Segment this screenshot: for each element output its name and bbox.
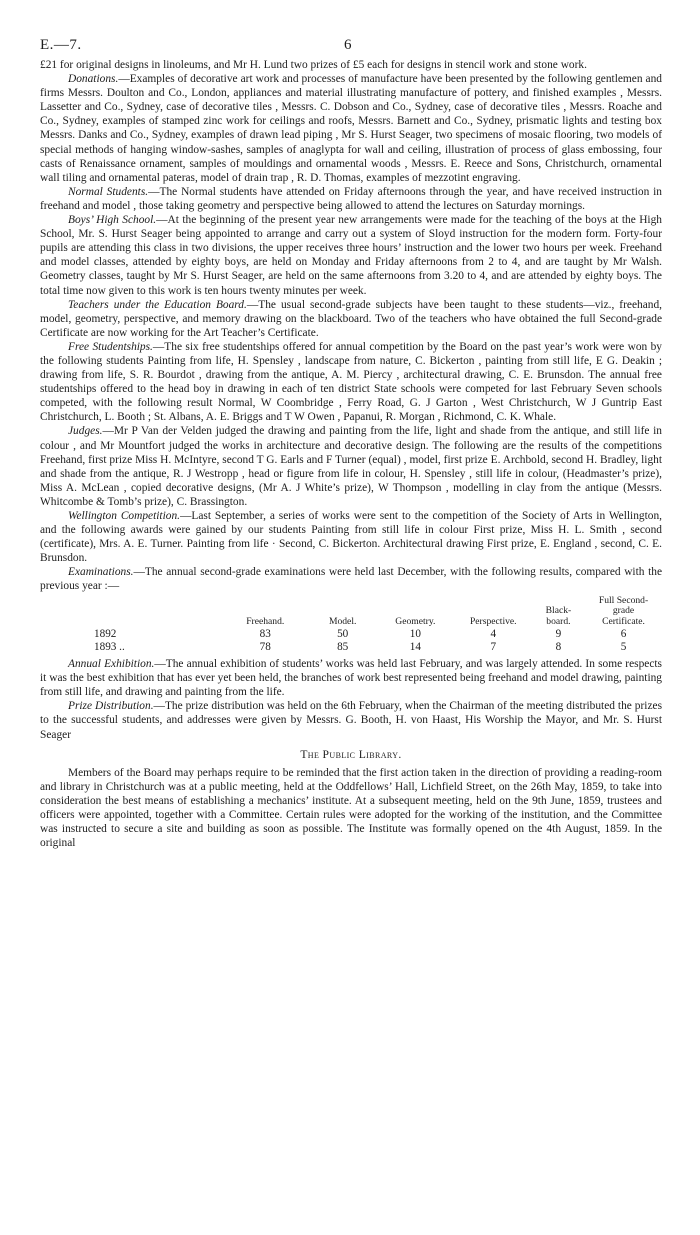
report-reference: E.—7.	[40, 37, 82, 53]
paragraph-boys-high-school	[40, 213, 662, 298]
paragraph-public-library: Members of the Board may perhaps require to be reminded that the first action taken in the direction of providing a reading-room and library in Christchurch was at a public meeting, held at the Oddfellows’ Hall, Lichfield Street, on the 26th May, 1859, to take into consideration the best means of establishing a mechanics’ institute. At a subsequent meeting, held on the 9th June, 1859, trustees and officers were appointed, together with a Committee. Certain rules were adopted for the working of the institution, and the Committee was instructed to secure a site and building as soon as possible. The Institute was formally opened on the 4th August, 1859. In the original	[40, 766, 662, 850]
paragraph-annual-exhibition	[40, 657, 662, 699]
full-certificate-cell: 6	[620, 628, 627, 641]
paragraph-judges	[40, 424, 662, 509]
column-header-full-certificate: Full Second-grade Certificate.	[598, 594, 649, 627]
year-cell: 1892	[94, 628, 117, 641]
paragraph-normal-students	[40, 185, 662, 213]
table-row	[94, 641, 662, 654]
paragraph-free-studentships	[40, 340, 662, 425]
table-header-row	[94, 596, 662, 629]
section-title: Boys’ High School.	[68, 214, 157, 227]
perspective-cell: 4	[490, 628, 497, 641]
section-title: Free Studentships.	[68, 340, 153, 353]
section-text: —The annual exhibition of students’ works was held last February, and was largely attended. In some respects it was the best exhibition that has ever yet been held, the branches of work best represented being freehand and model drawing, painting from still life, and drawing and painting from the life.	[40, 658, 662, 699]
section-text: —The annual second-grade examinations were held last December, with the following results, compared with the previous year :—	[40, 566, 662, 593]
paragraph-donations	[40, 72, 662, 185]
blackboard-cell: 9	[555, 628, 562, 641]
section-text: —The Normal students have attended on Friday afternoons through the year, and have received instruction in freehand and model , those taking geometry and perspective being allowed to attend the lectures on Saturday mornings.	[40, 185, 662, 212]
section-title: Teachers under the Education Board.	[68, 298, 247, 311]
section-title: Donations.	[68, 73, 119, 86]
blackboard-cell: 8	[555, 641, 562, 654]
paragraph-prize-distribution	[40, 699, 662, 741]
column-header-geometry: Geometry.	[395, 615, 436, 627]
column-header-freehand: Freehand.	[246, 615, 285, 627]
model-cell: 85	[337, 641, 349, 654]
section-title: Annual Exhibition.	[68, 658, 155, 671]
geometry-cell: 14	[409, 641, 421, 654]
section-heading-public-library: The Public Library.	[300, 747, 402, 761]
section-text: —The usual second-grade subjects have been taught to these students—viz., freehand, model, geometry, perspective, and memory drawing on the blackboard. Two of the teachers who have obtained the full Second-grade Certificate are now working for the Art Teacher’s Certificate.	[40, 298, 662, 339]
geometry-cell: 10	[409, 628, 421, 641]
perspective-cell: 7	[490, 641, 497, 654]
section-text: —The six free studentships offered for annual competition by the Board on the past year’s work were won by the following students Painting from life, H. Spensley , landscape from nature, C. Bickerton , painting from still life, E G. Deakin ; drawing from life, S. R. Bourdot , drawing from the antique, A. M. Piercy , architectural drawing, C. E. Brunsdon. The annual free studentships offered to the head boy in drawing in each of ten district State schools were competed for last February Seven schools competed, with the following result Normal, W Coombridge , Ferry Road, G. J Garton , West Christchurch, W J Guntrip East Christchurch, L. Booth ; St. Albans, A. E. Briggs and T W Owen , Papanui, R. Morgan , Richmond, C. K. Whale.	[40, 340, 662, 424]
section-title: Examinations.	[68, 566, 134, 579]
section-text: —Examples of decorative art work and processes of manufacture have been presented by the following gentlemen and firms Messrs. Doulton and Co., London, appliances and material illustrating manufacture of pottery, and finished examples , Messrs. Lassetter and Co., Sydney, case of decorative tiles , Messrs. C. Dobson and Co., Sydney, case of decorative tiles , Messrs. Roache and Co., Sydney, examples of stamped zinc work for ceilings and roofs, Messrs. Barnett and Co., Sydney, prismatic lights and testing box Messrs. Danks and Co., Sydney, examples of drawn lead piping , Mr S. Hurst Seager, two specimens of mosaic flooring, two models of special methods of hanging window-sashes, samples of anaglypta for wall and ceiling, illustration of process of glass embossing, four casts of Renaissance ornament, samples of mouldings and ornamental woods , Messrs. E. Reece and Sons, Christchurch, ornamental wall tiling and ornamental pateras, model of drain trap , R. D. Thomas, examples of mezzotint engraving.	[40, 73, 662, 184]
full-certificate-cell: 5	[620, 641, 627, 654]
paragraph-wellington-competition	[40, 509, 662, 565]
section-text: —Last September, a series of works were sent to the competition of the Society of Arts in Wellington, and the following awards were gained by our students Painting from still life in colour First prize, Miss H. L. Smith , second (certificate), Mrs. A. E. Turner. Painting from life · Second, C. Bickerton. Architectural drawing First prize, E. England , second, C. E. Brunsdon.	[40, 510, 663, 565]
column-header-model: Model.	[328, 615, 357, 627]
page-header	[40, 34, 662, 58]
section-title: Judges.	[68, 425, 103, 438]
model-cell: 50	[337, 628, 349, 641]
freehand-cell: 83	[259, 628, 271, 641]
section-text: —Mr P Van der Velden judged the drawing and painting from the life, light and shade from the antique, and still life in colour , and Mr Mountfort judged the works in architecture and decorative design. The following are the results of the competitions Freehand, first prize Miss H. McIntyre, second T G. Earls and F Turner (equal) , model, first prize E. Archbold, second H. Bradley, light and shade from the antique, R. J Westropp , head or figure from life in colour, H. Spensley , still life in colour, (Headmaster’s prize), Miss A. McLean , copied decorative designs, (Mr A. J White’s prize), W Thompson , modelling in clay from the antique (Messrs. Whitcombe & Tomb’s prize), C. Brassington.	[40, 425, 662, 508]
paragraph-linoleum-prizes: £21 for original designs in linoleums, and Mr H. Lund two prizes of £5 each for designs in stencil work and stone work.	[40, 59, 587, 71]
examination-results-table	[94, 596, 662, 655]
section-title: Normal Students.	[68, 185, 149, 198]
column-header-perspective: Perspective.	[469, 615, 517, 627]
freehand-cell: 78	[259, 641, 271, 654]
paragraph-teachers	[40, 298, 662, 340]
column-header-blackboard: Black-board.	[545, 605, 572, 627]
section-title: Prize Distribution.	[68, 700, 154, 713]
section-title: Wellington Competition.	[68, 510, 180, 522]
section-text: —At the beginning of the present year new arrangements were made for the teaching of the boys at the High School, Mr. S. Hurst Seager being appointed to arrange and carry out a system of Sloyd instruction for the modern form. Forty-four pupils are attending this class in two divisions, the upper receives three hours’ instruction and the lower two hours per week. Freehand and model classes, attended by eighty boys, are held on Monday and Friday afternoons from 2 to 4, and are taught by Mr Walsh. Geometry classes, taught by Mr S. Hurst Seager, are held on the same afternoons from 3.20 to 4, and are attended by eighty boys. The total time now given to this work is ten hours twenty minutes per week.	[40, 214, 662, 297]
year-cell: 1893 ..	[94, 641, 125, 654]
paragraph-examinations	[40, 565, 662, 593]
year-column-header	[94, 596, 221, 629]
table-row	[94, 628, 662, 641]
section-text: —The prize distribution was held on the 6th February, when the Chairman of the meeting distributed the prizes to the successful students, and addresses were given by Messrs. G. Booth, H. von Haast, His Worship the Mayor, and Mr. S. Hurst Seager	[40, 700, 662, 741]
page-number: 6	[344, 37, 352, 53]
